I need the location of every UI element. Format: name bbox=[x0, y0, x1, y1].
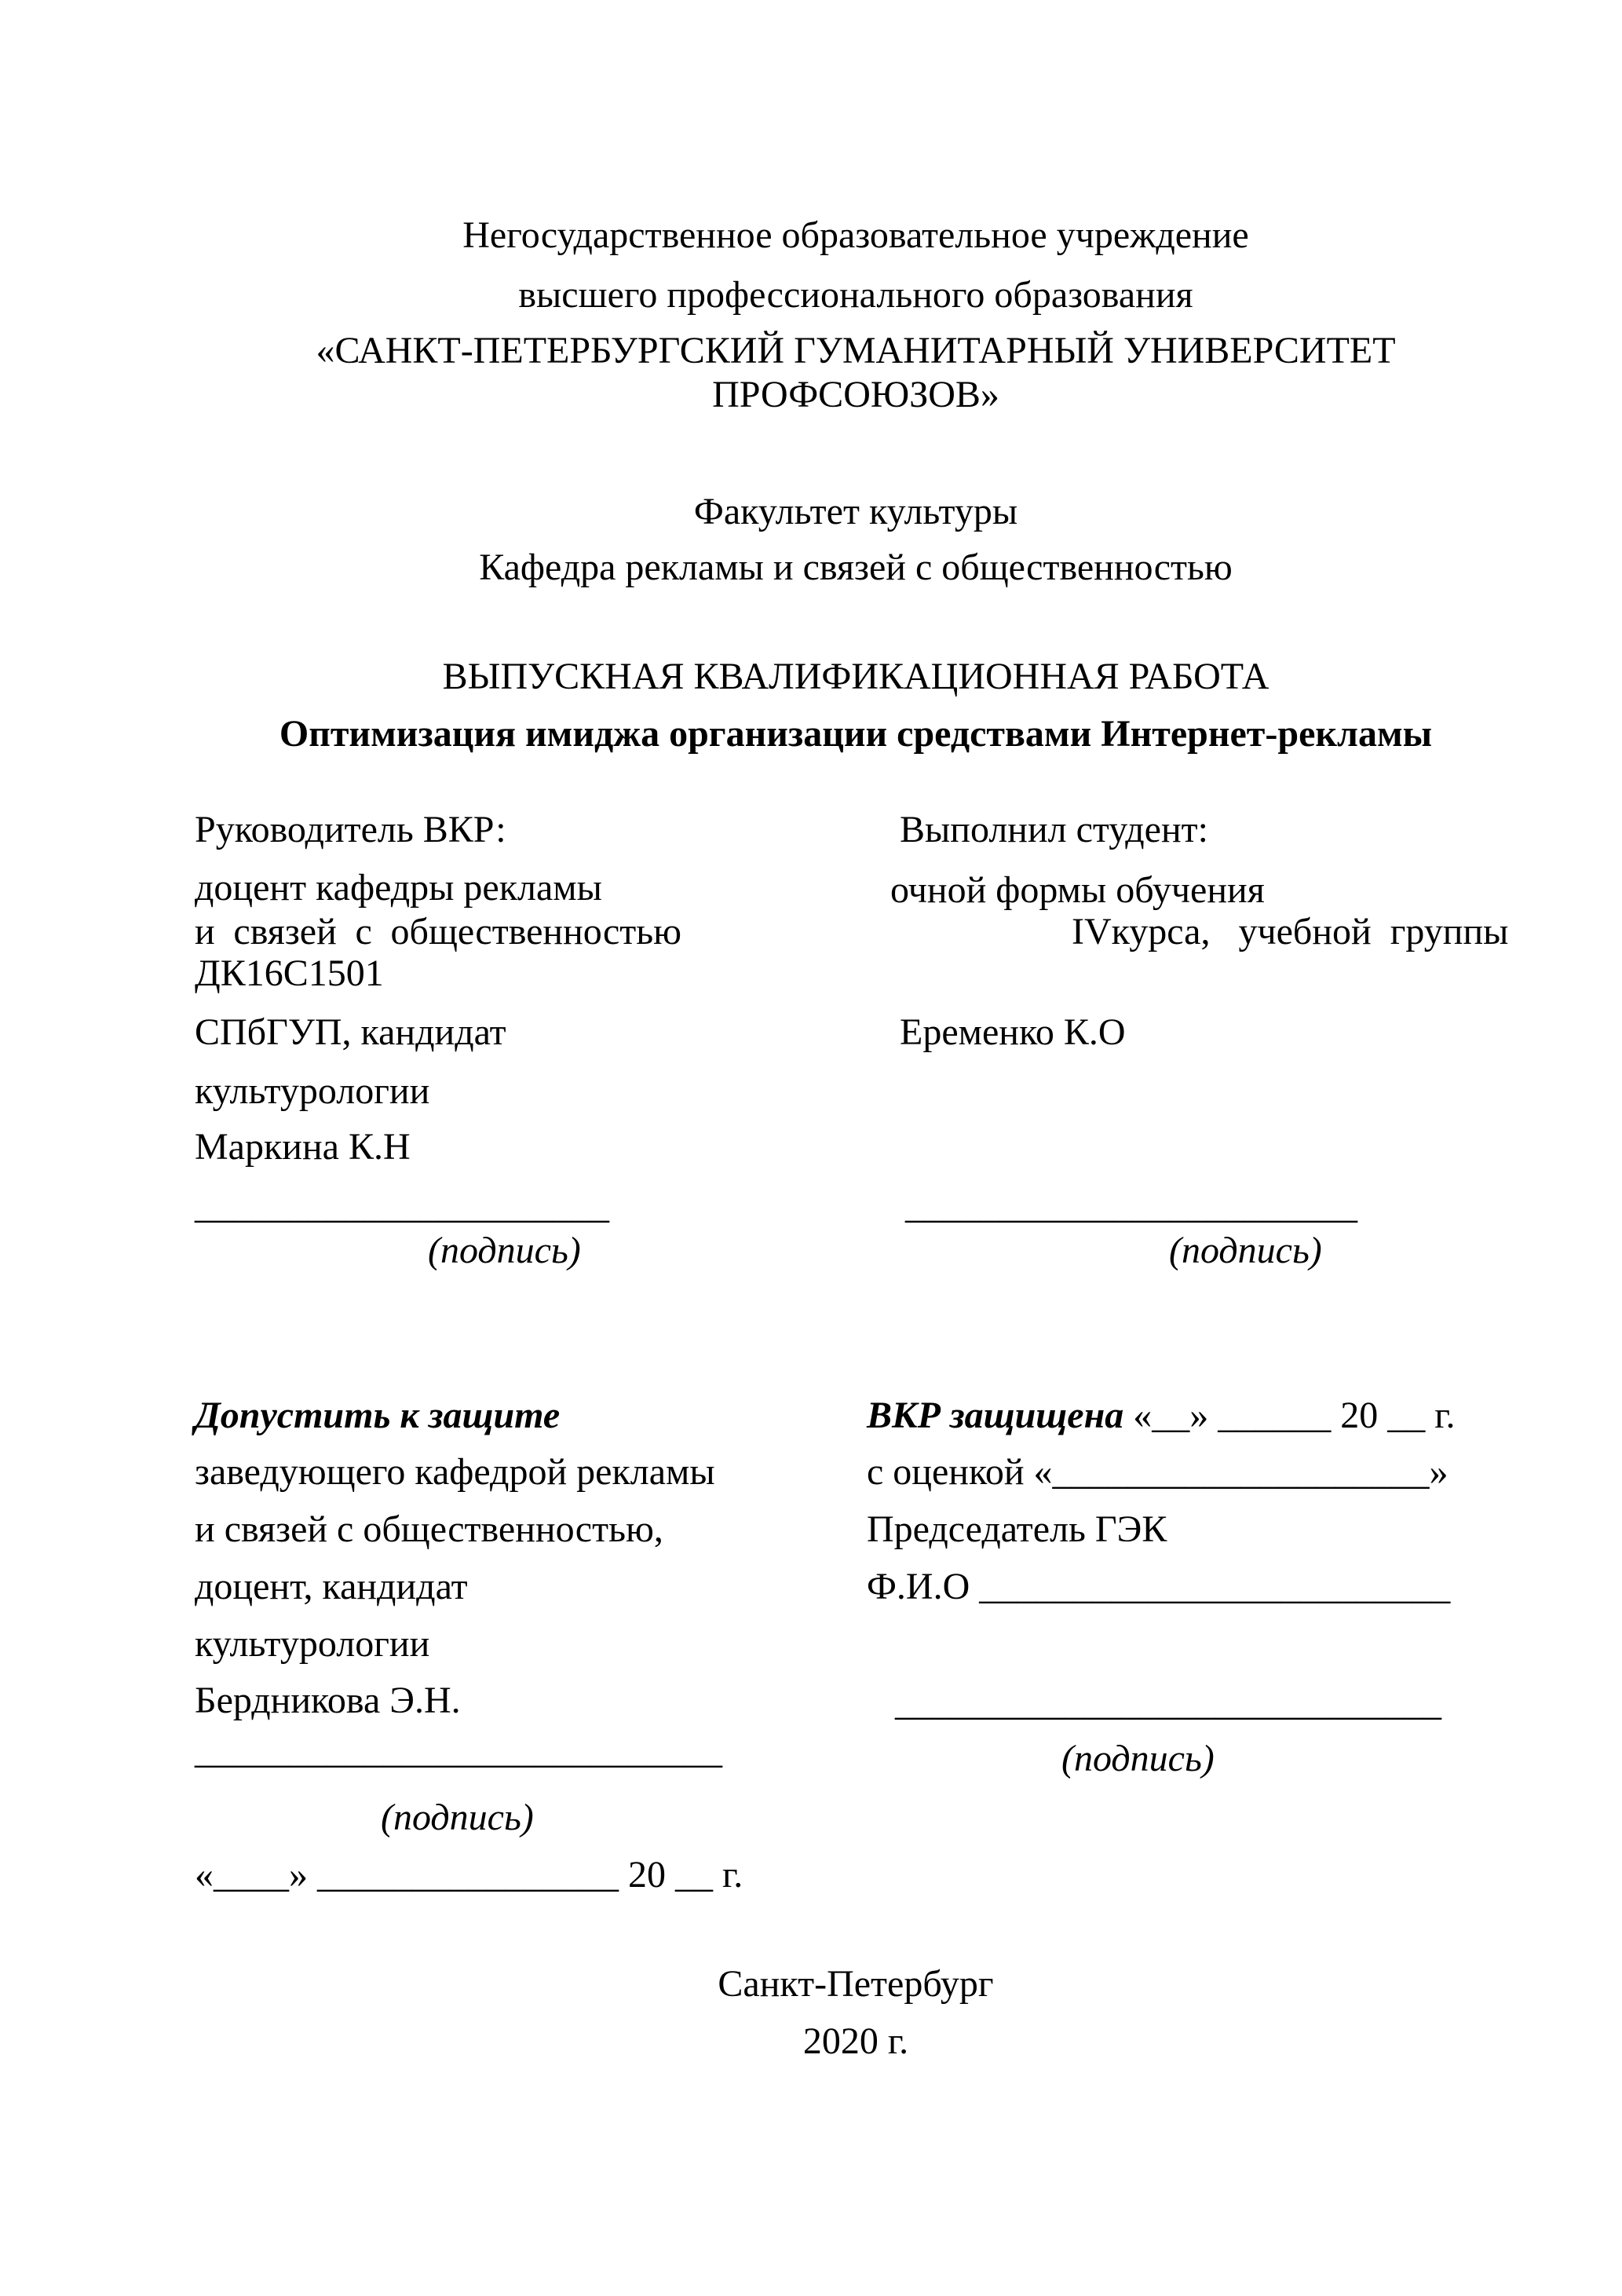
department: Кафедра рекламы и связей с общественностью bbox=[479, 547, 1233, 588]
student-group: ДК16С1501 bbox=[195, 952, 384, 994]
institution-line-1: Негосударственное образовательное учреждение bbox=[462, 214, 1249, 256]
faculty: Факультет культуры bbox=[693, 491, 1018, 532]
chair-fio-line: Ф.И.О _________________________ bbox=[867, 1566, 1451, 1607]
defense-label: ВКР защищена bbox=[867, 1395, 1124, 1436]
student-signature-label: (подпись) bbox=[1169, 1230, 1322, 1271]
head-position-3: доцент, кандидат bbox=[195, 1566, 468, 1607]
head-position-4: культурологии bbox=[195, 1623, 430, 1665]
work-type: ВЫПУСКНАЯ КВАЛИФИКАЦИОННАЯ РАБОТА bbox=[442, 656, 1269, 697]
student-study-form: очной формы обучения bbox=[890, 869, 1265, 911]
supervisor-position-1: доцент кафедры рекламы bbox=[195, 867, 602, 909]
supervisor-position-2: и связей с общественностью bbox=[195, 911, 681, 952]
supervisor-position-3: СПбГУП, кандидат bbox=[195, 1011, 506, 1053]
admit-date-line: «____» ________________ 20 __ г. bbox=[195, 1854, 743, 1896]
institution-line-2: высшего профессионального образования bbox=[518, 274, 1193, 316]
supervisor-position-4: культурологии bbox=[195, 1070, 430, 1112]
supervisor-label: Руководитель ВКР: bbox=[195, 809, 506, 850]
university-name-line-1: «САНКТ-ПЕТЕРБУРГСКИЙ ГУМАНИТАРНЫЙ УНИВЕРСИТЕТ bbox=[316, 330, 1396, 371]
head-name: Бердникова Э.Н. bbox=[195, 1680, 461, 1721]
student-signature-line: ________________________ bbox=[905, 1185, 1357, 1227]
supervisor-name: Маркина К.Н bbox=[195, 1126, 411, 1168]
defense-line bbox=[867, 1392, 1456, 1439]
admit-label: Допустить к защите bbox=[195, 1395, 561, 1436]
year: 2020 г. bbox=[802, 2020, 909, 2062]
thesis-topic: Оптимизация имиджа организации средствами Интернет-рекламы bbox=[279, 713, 1433, 755]
supervisor-signature-line: ______________________ bbox=[195, 1185, 609, 1227]
student-label: Выполнил студент: bbox=[900, 809, 1208, 850]
chair-signature-line: _____________________________ bbox=[895, 1682, 1441, 1724]
university-name-line-2: ПРОФСОЮЗОВ» bbox=[712, 374, 999, 415]
city: Санкт-Петербург bbox=[718, 1963, 994, 2005]
student-course: IVкурса, учебной группы bbox=[1072, 911, 1509, 952]
defense-grade: с оценкой «____________________» bbox=[867, 1451, 1448, 1493]
head-position-1: заведующего кафедрой рекламы bbox=[195, 1451, 715, 1493]
commission-chair: Председатель ГЭК bbox=[867, 1508, 1167, 1550]
supervisor-signature-label: (подпись) bbox=[428, 1230, 581, 1271]
defense-date: «__» ______ 20 __ г. bbox=[1123, 1395, 1456, 1436]
student-name: Еременко К.О bbox=[900, 1011, 1126, 1053]
head-position-2: и связей с общественностью, bbox=[195, 1508, 663, 1550]
head-signature-line: ____________________________ bbox=[195, 1730, 722, 1771]
chair-signature-label: (подпись) bbox=[1061, 1738, 1215, 1779]
head-signature-label: (подпись) bbox=[381, 1797, 534, 1838]
